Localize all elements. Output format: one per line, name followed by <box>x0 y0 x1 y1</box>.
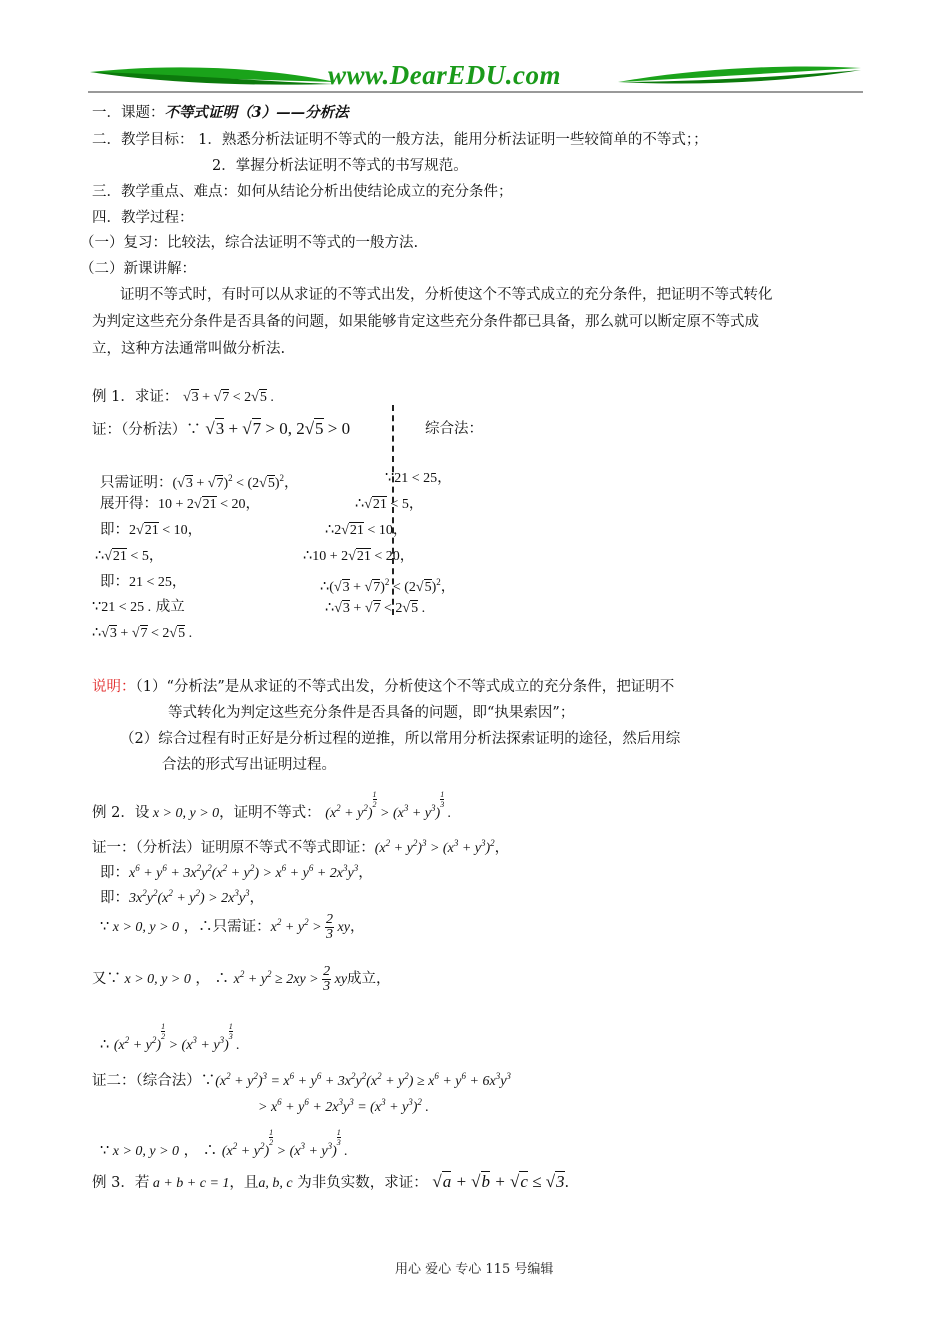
ex2-line4: ∵ x > 0, y > 0 ，∴只需证：$x^2 + y^2$ > $\frac{2}{3}$ xy， <box>100 912 365 943</box>
ex1-a7: ∴√3 + √7 < 2√5 . <box>92 625 193 641</box>
objective-1: 二．教学目标： 1．熟悉分析法证明不等式的一般方法，能用分析法证明一些较简单的不等式；； <box>92 132 708 148</box>
ex2-conclusion: ∵ x > 0, y > 0 ， ∴ $(x^2 + y^2)$ $\frac{1}{2}$ > $(x^3 + y^3)$ $\frac{1}{3}$ . <box>100 1128 348 1159</box>
note-1a: 说明：（1）“分析法”是从求证的不等式出发，分析使这个不等式成立的充分条件，把证明不 <box>92 679 675 695</box>
new-lesson-heading: （二）新课讲解： <box>80 261 196 277</box>
course-title-prefix: 一．课题： <box>92 105 165 121</box>
ex1-synthetic-label: 综合法： <box>425 421 483 437</box>
ex2-line6: ∴ $(x^2 + y^2)$ $\frac{1}{2}$ > $(x^3 + y^3)$ $\frac{1}{3}$ . <box>100 1022 240 1053</box>
ex1-a1: 只需证明：$(√3 + √7)^2 < (2√5)^2$， <box>100 473 299 491</box>
ex2-proof2: 证二：（综合法）$\because(x^2 + y^2)^3 = x^6 + y^6 + 3x^2y^2(x^2 + y^2) \ge x^6 + y^6 + 6x^3y^3$ <box>92 1071 511 1089</box>
ex2-line5: 又∵ x > 0, y > 0 ， ∴ $x^2 + y^2 \ge 2xy$ > $\frac{2}{3}$ xy成立， <box>92 964 391 995</box>
ex1-s1: ∵21 < 25， <box>385 470 452 486</box>
ex1-proof-start: 证：（分析法）∵ √3 + √7 > 0, 2√5 > 0 <box>92 419 351 438</box>
ex1-s6: ∴√3 + √7 < 2√5 . <box>325 600 426 616</box>
ex1-a2: 展开得：10 + 2√21 < 20， <box>100 496 260 512</box>
note-1b: 等式转化为判定这些充分条件是否具备的问题，即“执果索因”； <box>168 705 575 721</box>
header-logo <box>88 60 863 98</box>
note-label: 说明： <box>92 679 136 695</box>
ex1-s4: ∴10 + 2√21 < 20， <box>303 548 415 564</box>
intro-line-3: 立，这种方法通常叫做分析法. <box>92 341 286 357</box>
ex2-proof1: 证一：（分析法）证明原不等式不等式即证：$(x^2 + y^2)^3 > (x^3 + y^3)^2$， <box>92 838 510 856</box>
ex2-line3: 即：$3x^2y^2(x^2 + y^2) > 2x^3y^3$， <box>100 888 265 906</box>
note-2b: 合法的形式写出证明过程。 <box>162 757 336 773</box>
ex2-proof2-cont: > $x^6 + y^6 + 2x^3y^3 = (x^3 + y^3)^2$ . <box>258 1097 429 1115</box>
objective-2: 2．掌握分析法证明不等式的书写规范。 <box>212 158 468 174</box>
ex1-a5: 即：21 < 25， <box>100 574 187 590</box>
review-line: （一）复习：比较法，综合法证明不等式的一般方法. <box>80 235 419 251</box>
ex2-line2: 即：$x^6 + y^6 + 3x^2y^2(x^2 + y^2) > x^6 + y^6 + 2x^3y^3$， <box>100 863 373 881</box>
ex1-s5: ∴(√3 + $√7)^2 < (2√5)^2$， <box>320 577 456 595</box>
ex1-title: 例 1．求证： √3 + √7 < 2√5 . <box>92 389 274 405</box>
logo-text: www.DearEDU.com <box>328 60 562 90</box>
ex1-a4: ∴√21 < 5， <box>95 548 164 564</box>
intro-line-2: 为判定这些充分条件是否具备的问题，如果能够肯定这些充分条件都已具备，那么就可以断定原不等式成 <box>92 314 759 330</box>
ex1-s3: ∴2√21 < 10， <box>325 522 408 538</box>
ex2-title: 例 2．设 x > 0, y > 0，证明不等式： $(x^2 + y^2)$ $\frac{1}{2}$ > $(x^3 + y^3)$ $\frac{1}{3}$ . <box>92 790 452 821</box>
ex1-a3: 即：2√21 < 10， <box>100 522 203 538</box>
key-points: 三．教学重点、难点：如何从结论分析出使结论成立的充分条件； <box>92 184 513 200</box>
course-title-line <box>92 103 349 123</box>
ex1-s2: ∴√21 < 5， <box>355 496 424 512</box>
note-2a: （2）综合过程有时正好是分析过程的逆推，所以常用分析法探索证明的途径，然后用综 <box>120 731 681 747</box>
ex3-title: 例 3．若 a + b + c = 1，且a, b, c 为非负实数，求证： √a + √b + √c ≤ √3. <box>92 1172 570 1191</box>
footer: 用心 爱心 专心 115 号编辑 <box>395 1262 554 1277</box>
course-title: 不等式证明（3）——分析法 <box>164 104 349 121</box>
intro-line-1: 证明不等式时，有时可以从求证的不等式出发，分析使这个不等式成立的充分条件，把证明不等式转化 <box>120 287 773 303</box>
process-heading: 四．教学过程： <box>92 210 194 226</box>
intro-paragraph <box>92 282 773 363</box>
ex1-a6: ∵21 < 25 . 成立 <box>92 599 185 615</box>
